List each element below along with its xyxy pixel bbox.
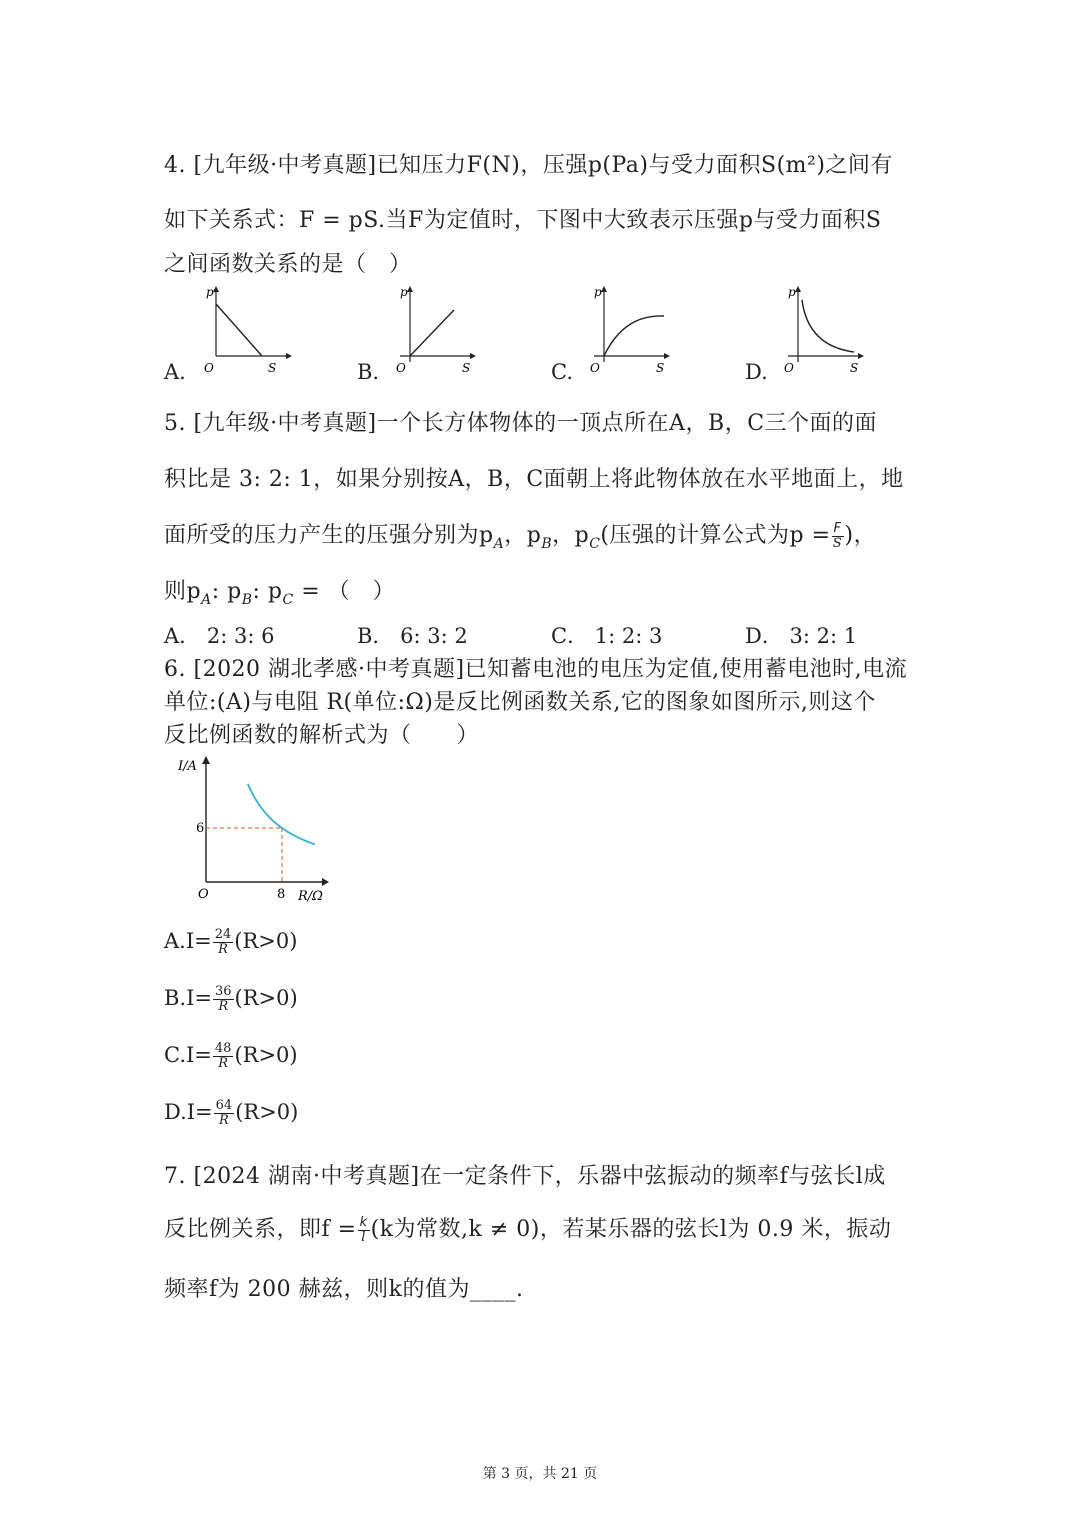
q4-option-c-graph (584, 284, 680, 376)
q4-option-a-label: A. (164, 360, 186, 384)
option-prefix: B.I= (164, 986, 212, 1010)
origin-label: O (590, 361, 600, 375)
sub-a: A (201, 592, 212, 608)
option-fraction: $\frac{64}{R}$ (215, 1098, 233, 1128)
axis-y-label: p (400, 285, 408, 299)
q5-line-4 (164, 574, 395, 608)
q5-line-4-mid1: : p (211, 579, 242, 604)
origin-label: O (198, 887, 209, 902)
q4-line-3: 之间函数关系的是（ ） (164, 252, 412, 277)
q5-line-3-mid1: ，p (504, 523, 542, 548)
option-prefix: D.I= (164, 1100, 213, 1124)
axis-y-label: p (206, 285, 214, 299)
y-axis-arrow (202, 756, 210, 764)
origin-label: O (784, 361, 794, 375)
axis-x-label: S (656, 361, 665, 375)
q7-line-1: 7. [2024 湖南·中考真题]在一定条件下，乐器中弦振动的频率f与弦长l成 (164, 1164, 886, 1189)
axis-y-label: p (788, 285, 796, 299)
q6-line-3: 反比例函数的解析式为（ ） (164, 723, 480, 748)
option-fraction: $\frac{36}{R}$ (215, 984, 232, 1014)
sub-c: C (282, 592, 294, 608)
sub-a: A (493, 536, 505, 552)
option-fraction: $\frac{24}{R}$ (214, 927, 232, 957)
origin-label: O (204, 361, 214, 375)
q4-line-1: 4. [九年级·中考真题]已知压力F(N)，压强p(Pa)与受力面积S(m²)之间有 (164, 153, 893, 178)
q7-line-2-post: (k为常数,k ≠ 0)，若某乐器的弦长l为 0.9 米，振动 (370, 1217, 892, 1242)
option-suffix: (R>0) (235, 1100, 299, 1124)
q4-option-c-label: C. (551, 360, 573, 384)
axis-y-label: p (594, 285, 602, 299)
q7-line-3: 频率f为 200 赫兹，则k的值为____. (164, 1277, 524, 1302)
q5-line-2: 积比是 3: 2: 1，如果分别按A，B，C面朝上将此物体放在水平地面上，地 (164, 467, 904, 492)
q6-graph (172, 752, 342, 904)
q4-option-b-label: B. (357, 360, 380, 384)
q5-line-3-pre: 面所受的压力产生的压强分别为p (164, 523, 494, 548)
q6-line-1: 6. [2020 湖北孝感·中考真题]已知蓄电池的电压为定值,使用蓄电池时,电流 (164, 657, 908, 682)
q5-line-1: 5. [九年级·中考真题]一个长方体物体的一顶点所在A，B，C三个面的面 (164, 411, 878, 436)
page-footer: 第 3 页，共 21 页 (482, 1466, 598, 1482)
axis-x-label: S (850, 361, 859, 375)
frequency-fraction: $\frac{k}{l}$ (359, 1214, 368, 1245)
q5-line-3-end: )， (844, 523, 877, 548)
q5-line-4-end: = （ ） (293, 579, 396, 604)
q6-option-c (164, 1042, 298, 1071)
q5-option-b: B． 6: 3: 2 (357, 624, 468, 648)
y-axis-label: I/A (178, 759, 197, 774)
q5-option-a: A． 2: 3: 6 (164, 624, 275, 648)
q4-line-2: 如下关系式：F = pS.当F为定值时，下图中大致表示压强p与受力面积S (164, 208, 882, 233)
q7-line-2-pre: 反比例关系，即f = (164, 1217, 357, 1242)
option-suffix: (R>0) (234, 1043, 298, 1067)
sub-b: B (541, 536, 553, 552)
option-prefix: C.I= (164, 1043, 212, 1067)
q4-option-d-graph (778, 284, 874, 376)
sub-c: C (589, 536, 601, 552)
q5-line-3 (164, 518, 876, 552)
q4-option-a-graph (196, 284, 292, 376)
q6-option-a (164, 928, 297, 957)
q5-option-c: C． 1: 2: 3 (551, 624, 663, 648)
origin-label: O (396, 361, 406, 375)
option-fraction: $\frac{48}{R}$ (214, 1041, 232, 1071)
y-tick-label: 6 (196, 821, 205, 836)
q6-option-b (164, 985, 298, 1014)
option-suffix: (R>0) (234, 929, 298, 953)
q6-option-d (164, 1099, 298, 1128)
q6-line-2: 单位:(A)与电阻 R(单位:Ω)是反比例函数关系,它的图象如图所示,则这个 (164, 690, 876, 715)
x-axis-arrow (322, 878, 329, 886)
q5-line-4-pre: 则p (164, 579, 202, 604)
q5-line-3-mid2: ，p (552, 523, 590, 548)
option-suffix: (R>0) (234, 986, 298, 1010)
x-tick-label: 8 (277, 887, 286, 902)
x-axis-label: R/Ω (298, 889, 323, 904)
q4-option-b-graph (390, 284, 486, 376)
sub-b: B (241, 592, 253, 608)
q5-line-3-post: (压强的计算公式为p = (600, 523, 831, 548)
q4-option-d-label: D. (745, 360, 768, 384)
q5-line-4-mid2: : p (252, 579, 283, 604)
inverse-curve (248, 784, 315, 845)
axis-x-label: S (268, 361, 277, 375)
q5-option-d: D． 3: 2: 1 (745, 624, 858, 648)
pressure-fraction: $\frac{F}{S}$ (832, 520, 843, 551)
axis-x-label: S (462, 361, 471, 375)
q7-line-2 (164, 1212, 891, 1245)
option-prefix: A.I= (164, 929, 212, 953)
